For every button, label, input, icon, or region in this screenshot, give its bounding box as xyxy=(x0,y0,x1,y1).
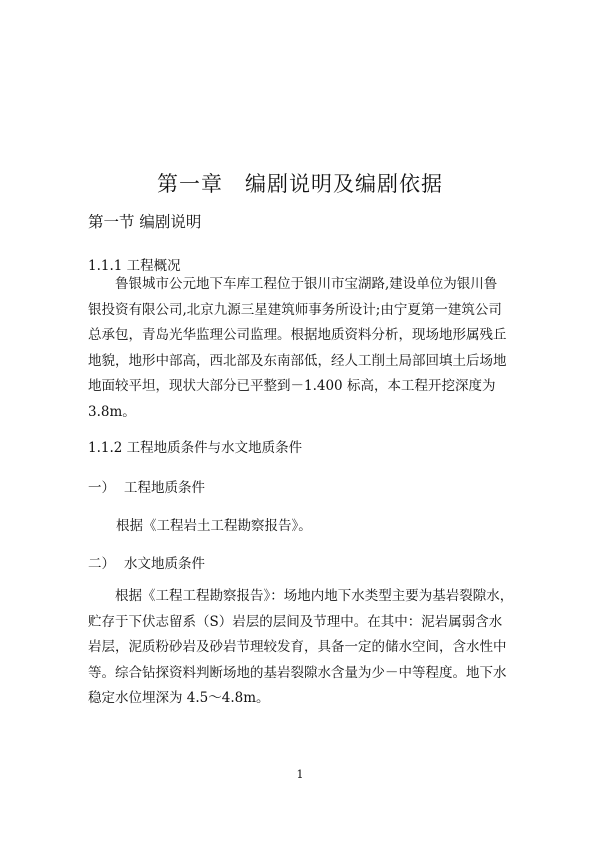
heading-1-1-1: 1.1.1 工程概况 xyxy=(88,258,181,274)
page-number: 1 xyxy=(296,768,304,781)
item-1-text: 根据《工程岩土工程勘察报告》。 xyxy=(116,518,312,534)
paragraph-line: 地貌，地形中部高，西北部及东南部低，经人工削土局部回填土后场地 xyxy=(88,352,507,369)
item-2-title: 水文地质条件 xyxy=(124,556,205,572)
paragraph-line: 根据《工程工程勘察报告》：场地内地下水类型主要为基岩裂隙水， xyxy=(115,588,514,604)
paragraph-line: 3.8m。 xyxy=(88,403,136,420)
project-overview-paragraph xyxy=(88,272,516,425)
paragraph-line: 等。综合钻探资料判断场地的基岩裂隙水含量为少－中等程度。地下水 xyxy=(88,664,507,681)
paragraph-line: 稳定水位埋深为 4.5～4.8m。 xyxy=(88,690,270,706)
paragraph-line: 地面较平坦，现状大部分已平整到－1.400 标高，本工程开挖深度为 xyxy=(88,378,496,394)
paragraph-line: 贮存于下伏志留系（S）岩层的层间及节理中。在其中：泥岩属弱含水 xyxy=(88,613,503,630)
item-2-label: 二） xyxy=(88,556,115,572)
section-title: 第一节 编剧说明 xyxy=(88,213,202,231)
paragraph-line: 银投资有限公司,北京九源三星建筑师事务所设计;由宁夏第一建筑公司 xyxy=(88,301,502,318)
heading-1-1-2: 1.1.2 工程地质条件与水文地质条件 xyxy=(88,440,303,456)
paragraph-line: 总承包，青岛光华监理公司监理。根据地质资料分析，现场地形属残丘 xyxy=(88,327,507,343)
hydrogeology-paragraph xyxy=(88,584,516,712)
item-1-label: 一） xyxy=(88,480,115,496)
paragraph-line: 岩层，泥质粉砂岩及砂岩节理较发育，具备一定的储水空间，含水性中 xyxy=(88,639,507,655)
item-1-title: 工程地质条件 xyxy=(124,480,205,496)
chapter-title: 第一章 编剧说明及编剧依据 xyxy=(157,172,443,196)
paragraph-line: 鲁银城市公元地下车库工程位于银川市宝湖路,建设单位为银川鲁 xyxy=(115,276,498,292)
